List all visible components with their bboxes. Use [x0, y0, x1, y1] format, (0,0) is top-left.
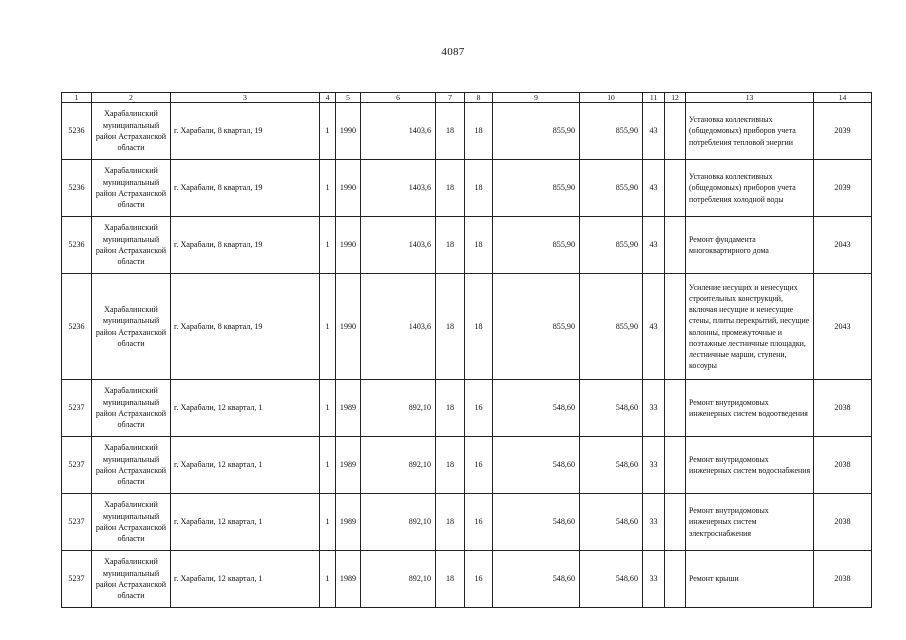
col12-cell	[665, 160, 686, 217]
col12-cell	[665, 494, 686, 551]
plan-year-cell: 2043	[814, 274, 872, 380]
column-header: 14	[814, 93, 872, 103]
column-header: 8	[465, 93, 493, 103]
year-cell: 1990	[336, 217, 361, 274]
year-cell: 1989	[336, 437, 361, 494]
col8-cell: 18	[465, 103, 493, 160]
work-type-cell: Ремонт внутридомовых инженерных систем водоснабжения	[686, 437, 814, 494]
area-cell: 1403,6	[361, 103, 436, 160]
row-id-cell: 5236	[62, 217, 92, 274]
column-header: 12	[665, 93, 686, 103]
column-header: 7	[436, 93, 465, 103]
table-row	[62, 217, 872, 274]
area-cell: 892,10	[361, 380, 436, 437]
row-id-cell: 5237	[62, 494, 92, 551]
plan-year-cell: 2039	[814, 103, 872, 160]
address-cell: г. Харабали, 12 квартал, 1	[171, 551, 320, 608]
work-type-cell: Усиление несущих и ненесущих строительных конструкций, включая несущие и ненесущие стены, плиты перекрытий, несущие колонны, промежуточные и поэтажные лестничные площадки, лестничные марши, ступени, косоуры	[686, 274, 814, 380]
region-cell: Харабалинский муниципальный район Астраханской области	[92, 160, 171, 217]
col4-cell: 1	[320, 551, 336, 608]
col12-cell	[665, 437, 686, 494]
col9-cell: 855,90	[493, 217, 580, 274]
col10-cell: 548,60	[580, 494, 643, 551]
col8-cell: 16	[465, 437, 493, 494]
area-cell: 1403,6	[361, 217, 436, 274]
col12-cell	[665, 551, 686, 608]
col7-cell: 18	[436, 103, 465, 160]
col10-cell: 548,60	[580, 380, 643, 437]
col4-cell: 1	[320, 274, 336, 380]
area-cell: 892,10	[361, 437, 436, 494]
year-cell: 1989	[336, 494, 361, 551]
region-cell: Харабалинский муниципальный район Астраханской области	[92, 494, 171, 551]
col9-cell: 548,60	[493, 380, 580, 437]
col4-cell: 1	[320, 437, 336, 494]
row-id-cell: 5237	[62, 380, 92, 437]
col8-cell: 18	[465, 274, 493, 380]
region-cell: Харабалинский муниципальный район Астраханской области	[92, 217, 171, 274]
table-row	[62, 551, 872, 608]
year-cell: 1990	[336, 103, 361, 160]
col10-cell: 855,90	[580, 274, 643, 380]
work-type-cell: Ремонт внутридомовых инженерных систем водоотведения	[686, 380, 814, 437]
col4-cell: 1	[320, 160, 336, 217]
col9-cell: 548,60	[493, 437, 580, 494]
col12-cell	[665, 217, 686, 274]
address-cell: г. Харабали, 8 квартал, 19	[171, 160, 320, 217]
year-cell: 1990	[336, 160, 361, 217]
col11-cell: 43	[643, 274, 665, 380]
page-number: 4087	[441, 46, 465, 58]
col10-cell: 855,90	[580, 103, 643, 160]
plan-year-cell: 2038	[814, 551, 872, 608]
col11-cell: 33	[643, 551, 665, 608]
col9-cell: 548,60	[493, 551, 580, 608]
column-header: 13	[686, 93, 814, 103]
col11-cell: 33	[643, 494, 665, 551]
col7-cell: 18	[436, 160, 465, 217]
table-row	[62, 437, 872, 494]
row-id-cell: 5236	[62, 103, 92, 160]
col7-cell: 18	[436, 274, 465, 380]
col7-cell: 18	[436, 380, 465, 437]
address-cell: г. Харабали, 8 квартал, 19	[171, 217, 320, 274]
col11-cell: 43	[643, 160, 665, 217]
column-header: 5	[336, 93, 361, 103]
col4-cell: 1	[320, 103, 336, 160]
col12-cell	[665, 103, 686, 160]
col8-cell: 18	[465, 160, 493, 217]
table-row	[62, 103, 872, 160]
col9-cell: 855,90	[493, 274, 580, 380]
address-cell: г. Харабали, 12 квартал, 1	[171, 437, 320, 494]
region-cell: Харабалинский муниципальный район Астраханской области	[92, 551, 171, 608]
address-cell: г. Харабали, 8 квартал, 19	[171, 274, 320, 380]
column-header: 4	[320, 93, 336, 103]
col4-cell: 1	[320, 494, 336, 551]
table-row	[62, 160, 872, 217]
area-cell: 1403,6	[361, 274, 436, 380]
plan-year-cell: 2043	[814, 217, 872, 274]
region-cell: Харабалинский муниципальный район Астраханской области	[92, 380, 171, 437]
col11-cell: 33	[643, 437, 665, 494]
row-id-cell: 5236	[62, 160, 92, 217]
table-row	[62, 380, 872, 437]
column-header: 11	[643, 93, 665, 103]
year-cell: 1989	[336, 551, 361, 608]
col10-cell: 855,90	[580, 217, 643, 274]
work-type-cell: Ремонт фундамента многоквартирного дома	[686, 217, 814, 274]
area-cell: 1403,6	[361, 160, 436, 217]
col10-cell: 548,60	[580, 437, 643, 494]
row-id-cell: 5237	[62, 437, 92, 494]
work-type-cell: Ремонт крыши	[686, 551, 814, 608]
col4-cell: 1	[320, 217, 336, 274]
table-row	[62, 494, 872, 551]
plan-year-cell: 2039	[814, 160, 872, 217]
column-header: 6	[361, 93, 436, 103]
col10-cell: 855,90	[580, 160, 643, 217]
col12-cell	[665, 274, 686, 380]
region-cell: Харабалинский муниципальный район Астраханской области	[92, 103, 171, 160]
region-cell: Харабалинский муниципальный район Астраханской области	[92, 437, 171, 494]
address-cell: г. Харабали, 12 квартал, 1	[171, 380, 320, 437]
year-cell: 1989	[336, 380, 361, 437]
col7-cell: 18	[436, 217, 465, 274]
table-row	[62, 274, 872, 380]
col11-cell: 43	[643, 217, 665, 274]
col8-cell: 18	[465, 217, 493, 274]
col12-cell	[665, 380, 686, 437]
region-cell: Харабалинский муниципальный район Астраханской области	[92, 274, 171, 380]
col9-cell: 855,90	[493, 103, 580, 160]
col7-cell: 18	[436, 437, 465, 494]
plan-year-cell: 2038	[814, 380, 872, 437]
column-header: 9	[493, 93, 580, 103]
year-cell: 1990	[336, 274, 361, 380]
address-cell: г. Харабали, 12 квартал, 1	[171, 494, 320, 551]
col8-cell: 16	[465, 494, 493, 551]
col7-cell: 18	[436, 551, 465, 608]
capital-repair-table	[61, 92, 872, 608]
row-id-cell: 5237	[62, 551, 92, 608]
work-type-cell: Установка коллективных (общедомовых) приборов учета потребления тепловой энергии	[686, 103, 814, 160]
table-body	[62, 93, 872, 608]
col8-cell: 16	[465, 380, 493, 437]
column-header: 10	[580, 93, 643, 103]
column-header: 3	[171, 93, 320, 103]
col10-cell: 548,60	[580, 551, 643, 608]
column-header: 1	[62, 93, 92, 103]
row-id-cell: 5236	[62, 274, 92, 380]
col7-cell: 18	[436, 494, 465, 551]
col9-cell: 548,60	[493, 494, 580, 551]
col4-cell: 1	[320, 380, 336, 437]
col9-cell: 855,90	[493, 160, 580, 217]
area-cell: 892,10	[361, 494, 436, 551]
plan-year-cell: 2038	[814, 494, 872, 551]
col11-cell: 33	[643, 380, 665, 437]
plan-year-cell: 2038	[814, 437, 872, 494]
area-cell: 892,10	[361, 551, 436, 608]
col8-cell: 16	[465, 551, 493, 608]
column-header: 2	[92, 93, 171, 103]
work-type-cell: Ремонт внутридомовых инженерных систем электроснабжения	[686, 494, 814, 551]
work-type-cell: Установка коллективных (общедомовых) приборов учета потребления холодной воды	[686, 160, 814, 217]
col11-cell: 43	[643, 103, 665, 160]
column-number-row	[62, 93, 872, 103]
address-cell: г. Харабали, 8 квартал, 19	[171, 103, 320, 160]
